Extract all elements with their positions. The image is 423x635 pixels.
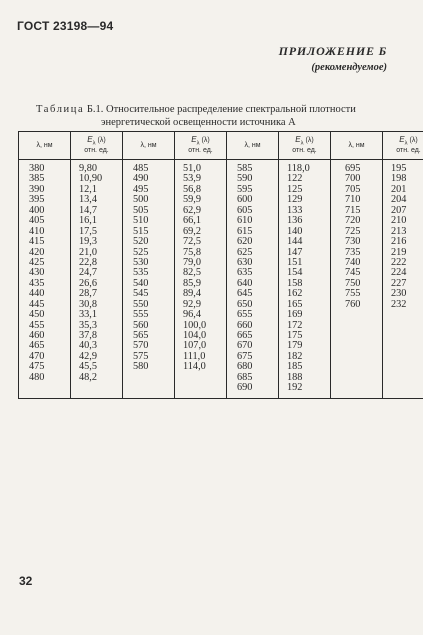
table-cell: 625 bbox=[237, 246, 253, 258]
table-cell: 17,5 bbox=[79, 225, 98, 237]
table-cell: 204 bbox=[391, 194, 407, 206]
table-cell: 395 bbox=[29, 194, 45, 206]
table-body-row bbox=[19, 160, 423, 399]
table-cell: 590 bbox=[237, 173, 253, 185]
table-cell: 136 bbox=[287, 215, 303, 227]
table-cell: 59,9 bbox=[183, 194, 202, 206]
table-cell: 24,7 bbox=[79, 267, 98, 279]
table-cell: 37,8 bbox=[79, 330, 98, 341]
table-cell: 169 bbox=[287, 309, 303, 321]
spectral-distribution-table bbox=[18, 131, 423, 399]
table-cell: 485 bbox=[133, 163, 149, 174]
table-cell: 185 bbox=[287, 361, 303, 373]
table-cell: 755 bbox=[345, 288, 361, 300]
table-cell: 48,2 bbox=[79, 371, 98, 383]
table-cell: 540 bbox=[133, 277, 149, 289]
caption-text-line2: энергетической освещенности источника А bbox=[101, 117, 296, 128]
table-cell: 92,9 bbox=[183, 298, 202, 310]
table-cell: 72,5 bbox=[183, 236, 202, 248]
table-cell: 515 bbox=[133, 225, 149, 237]
table-cell: 79,0 bbox=[183, 256, 202, 268]
table-cell: 133 bbox=[287, 204, 303, 216]
table-cell: 85,9 bbox=[183, 277, 202, 289]
table-cell: 465 bbox=[29, 340, 45, 352]
table-cell: 520 bbox=[133, 236, 149, 248]
table-cell: 600 bbox=[237, 194, 253, 206]
table-cell: 172 bbox=[287, 319, 303, 331]
table-cell: 75,8 bbox=[183, 246, 202, 258]
table-cell: 13,4 bbox=[79, 194, 98, 206]
table-cell: 480 bbox=[29, 371, 45, 383]
header-relative-irradiance: $E_\lambda$ (λ) отн. ед. bbox=[279, 132, 331, 160]
table-cell: 500 bbox=[133, 194, 149, 206]
table-cell: 400 bbox=[29, 204, 45, 216]
table-cell: 705 bbox=[345, 183, 361, 195]
table-cell: 30,8 bbox=[79, 298, 98, 310]
caption-text-line1: Относительное распределение спектральной плотности bbox=[106, 104, 356, 115]
table-cell: 700 bbox=[345, 173, 361, 185]
table-cell: 745 bbox=[345, 267, 361, 279]
table-cell: 129 bbox=[287, 194, 303, 206]
table-cell: 415 bbox=[29, 236, 45, 248]
header-wavelength: λ, нм bbox=[123, 132, 175, 160]
table-cell: 565 bbox=[133, 330, 149, 341]
table-cell: 210 bbox=[391, 215, 407, 227]
table-cell: 555 bbox=[133, 309, 149, 321]
irradiance-column-3 bbox=[279, 160, 331, 399]
table-caption bbox=[36, 103, 396, 129]
table-cell: 410 bbox=[29, 225, 45, 237]
header-wavelength: λ, нм bbox=[331, 132, 383, 160]
table-cell: 201 bbox=[391, 183, 407, 195]
table-cell: 445 bbox=[29, 298, 45, 310]
table-cell: 650 bbox=[237, 298, 253, 310]
document-number: ГОСТ 23198—94 bbox=[17, 19, 114, 33]
header-wavelength: λ, нм bbox=[227, 132, 279, 160]
table-cell: 179 bbox=[287, 340, 303, 352]
table-cell: 475 bbox=[29, 361, 45, 373]
table-cell: 530 bbox=[133, 256, 149, 268]
table-cell: 232 bbox=[391, 298, 407, 310]
table-cell: 675 bbox=[237, 350, 253, 362]
table-cell: 655 bbox=[237, 309, 253, 321]
wavelength-column-3 bbox=[227, 160, 279, 399]
table-cell: 96,4 bbox=[183, 309, 202, 321]
table-cell: 710 bbox=[345, 194, 361, 206]
table-cell: 216 bbox=[391, 236, 407, 248]
table-cell: 580 bbox=[133, 361, 149, 373]
table-cell: 56,8 bbox=[183, 183, 202, 195]
table-cell: 470 bbox=[29, 350, 45, 362]
table-cell: 730 bbox=[345, 236, 361, 248]
page-number: 32 bbox=[19, 574, 33, 588]
table-cell: 42,9 bbox=[79, 350, 98, 362]
table-cell: 111,0 bbox=[183, 350, 206, 362]
table-cell: 12,1 bbox=[79, 183, 98, 195]
table-cell: 490 bbox=[133, 173, 149, 185]
table-cell: 620 bbox=[237, 236, 253, 248]
table-cell: 9,80 bbox=[79, 163, 98, 174]
table-cell: 14,7 bbox=[79, 204, 98, 216]
table-cell: 125 bbox=[287, 183, 303, 195]
caption-label: Таблица bbox=[36, 104, 85, 115]
table-cell: 385 bbox=[29, 173, 45, 185]
table-cell: 695 bbox=[345, 163, 361, 174]
table-cell: 19,3 bbox=[79, 236, 98, 248]
table-cell: 640 bbox=[237, 277, 253, 289]
table-cell: 219 bbox=[391, 246, 407, 258]
caption-number: Б.1. bbox=[86, 104, 104, 115]
table-cell: 192 bbox=[287, 382, 303, 394]
table-cell: 380 bbox=[29, 163, 45, 174]
wavelength-column-4 bbox=[331, 160, 383, 399]
table-cell: 104,0 bbox=[183, 330, 207, 341]
table-cell: 51,0 bbox=[183, 163, 202, 174]
table-cell: 560 bbox=[133, 319, 149, 331]
table-cell: 460 bbox=[29, 330, 45, 341]
table-cell: 550 bbox=[133, 298, 149, 310]
table-cell: 720 bbox=[345, 215, 361, 227]
table-cell: 144 bbox=[287, 236, 303, 248]
table-cell: 21,0 bbox=[79, 246, 98, 258]
table-cell: 82,5 bbox=[183, 267, 202, 279]
irradiance-column-4 bbox=[383, 160, 423, 399]
table-cell: 198 bbox=[391, 173, 407, 185]
table-cell: 147 bbox=[287, 246, 303, 258]
table-cell: 33,1 bbox=[79, 309, 98, 321]
table-cell: 440 bbox=[29, 288, 45, 300]
table-cell: 16,1 bbox=[79, 215, 98, 227]
table-cell: 545 bbox=[133, 288, 149, 300]
table-cell: 725 bbox=[345, 225, 361, 237]
table-cell: 62,9 bbox=[183, 204, 202, 216]
wavelength-column-2 bbox=[123, 160, 175, 399]
header-relative-irradiance: $E_\lambda$ (λ) отн. ед. bbox=[71, 132, 123, 160]
table-cell: 510 bbox=[133, 215, 149, 227]
table-cell: 151 bbox=[287, 256, 303, 268]
table-cell: 188 bbox=[287, 371, 303, 383]
table-cell: 715 bbox=[345, 204, 361, 216]
table-cell: 750 bbox=[345, 277, 361, 289]
table-cell: 162 bbox=[287, 288, 303, 300]
table-cell: 195 bbox=[391, 163, 407, 174]
table-cell: 28,7 bbox=[79, 288, 98, 300]
table-cell: 575 bbox=[133, 350, 149, 362]
irradiance-column-2 bbox=[175, 160, 227, 399]
table-cell: 122 bbox=[287, 173, 303, 185]
table-cell: 165 bbox=[287, 298, 303, 310]
table-cell: 40,3 bbox=[79, 340, 98, 352]
table-cell: 89,4 bbox=[183, 288, 202, 300]
table-cell: 760 bbox=[345, 298, 361, 310]
table-cell: 630 bbox=[237, 256, 253, 268]
table-cell: 207 bbox=[391, 204, 407, 216]
table-cell: 158 bbox=[287, 277, 303, 289]
table-cell: 420 bbox=[29, 246, 45, 258]
table-cell: 585 bbox=[237, 163, 253, 174]
table-cell: 735 bbox=[345, 246, 361, 258]
table-cell: 525 bbox=[133, 246, 149, 258]
wavelength-column-1 bbox=[19, 160, 71, 399]
table-cell: 685 bbox=[237, 371, 253, 383]
table-cell: 114,0 bbox=[183, 361, 206, 373]
table-cell: 670 bbox=[237, 340, 253, 352]
table-cell: 390 bbox=[29, 183, 45, 195]
appendix-title: ПРИЛОЖЕНИЕ Б bbox=[278, 44, 387, 58]
table-cell: 450 bbox=[29, 309, 45, 321]
table-cell: 35,3 bbox=[79, 319, 98, 331]
header-wavelength: λ, нм bbox=[19, 132, 71, 160]
table-cell: 66,1 bbox=[183, 215, 202, 227]
table-cell: 665 bbox=[237, 330, 253, 341]
table-cell: 505 bbox=[133, 204, 149, 216]
table-cell: 535 bbox=[133, 267, 149, 279]
table-cell: 430 bbox=[29, 267, 45, 279]
table-cell: 605 bbox=[237, 204, 253, 216]
table-cell: 182 bbox=[287, 350, 303, 362]
table-cell: 495 bbox=[133, 183, 149, 195]
table-cell: 222 bbox=[391, 256, 407, 268]
table-cell: 224 bbox=[391, 267, 407, 279]
table-cell: 100,0 bbox=[183, 319, 207, 331]
table-cell: 680 bbox=[237, 361, 253, 373]
table-header-row bbox=[19, 132, 423, 160]
table-cell: 107,0 bbox=[183, 340, 207, 352]
irradiance-column-1 bbox=[71, 160, 123, 399]
table-cell: 635 bbox=[237, 267, 253, 279]
table-cell: 435 bbox=[29, 277, 45, 289]
table-cell: 660 bbox=[237, 319, 253, 331]
table-cell: 118,0 bbox=[287, 163, 310, 174]
table-cell: 140 bbox=[287, 225, 303, 237]
table-cell: 405 bbox=[29, 215, 45, 227]
table-cell: 26,6 bbox=[79, 277, 98, 289]
table-cell: 690 bbox=[237, 382, 253, 394]
table-cell: 53,9 bbox=[183, 173, 202, 185]
table-cell: 175 bbox=[287, 330, 303, 341]
table-cell: 615 bbox=[237, 225, 253, 237]
table-cell: 45,5 bbox=[79, 361, 98, 373]
table-cell: 22,8 bbox=[79, 256, 98, 268]
table-cell: 69,2 bbox=[183, 225, 202, 237]
table-cell: 154 bbox=[287, 267, 303, 279]
table-cell: 595 bbox=[237, 183, 253, 195]
table-cell: 645 bbox=[237, 288, 253, 300]
table-cell: 213 bbox=[391, 225, 407, 237]
appendix-subtitle: (рекомендуемое) bbox=[311, 62, 387, 73]
table-cell: 570 bbox=[133, 340, 149, 352]
table-cell: 610 bbox=[237, 215, 253, 227]
table-cell: 227 bbox=[391, 277, 407, 289]
table-cell: 740 bbox=[345, 256, 361, 268]
header-relative-irradiance: $E_\lambda$ (λ) отн. ед. bbox=[175, 132, 227, 160]
table-cell: 425 bbox=[29, 256, 45, 268]
table-cell: 230 bbox=[391, 288, 407, 300]
table-cell: 10,90 bbox=[79, 173, 103, 185]
table-cell: 455 bbox=[29, 319, 45, 331]
header-relative-irradiance: $E_\lambda$ (λ) отн. ед. bbox=[383, 132, 423, 160]
